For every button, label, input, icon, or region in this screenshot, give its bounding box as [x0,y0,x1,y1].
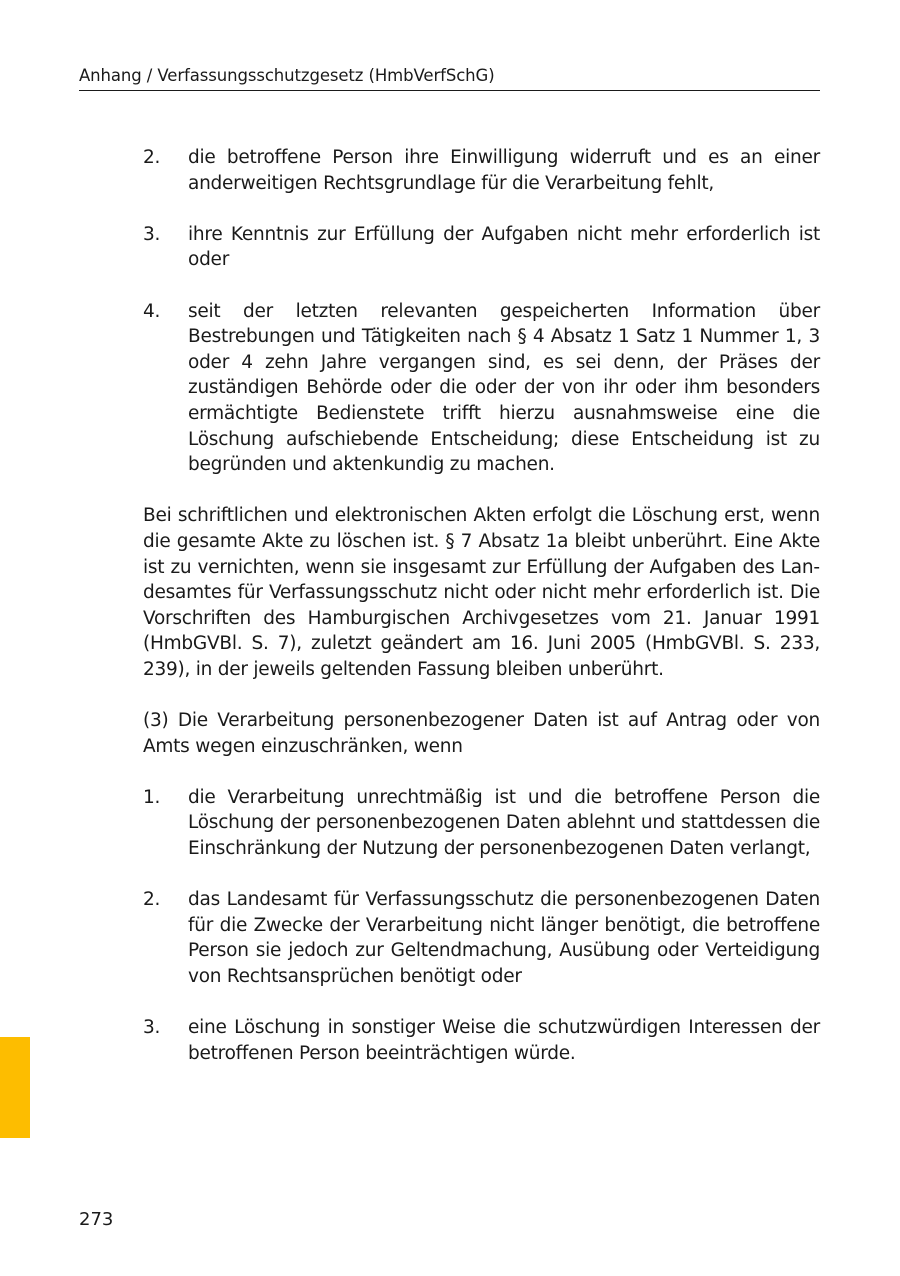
list-item-text: ihre Kenntnis zur Erfüllung der Aufgaben nicht mehr erforderlich ist oder [188,223,820,271]
list-item-number: 3. [143,1017,161,1039]
paragraph-3: (3) Die Verarbeitung personenbezogener Daten ist auf Antrag oder von Amts wegen einzuschränken, wenn [143,710,820,757]
running-header [79,64,820,91]
list-item-number: 4. [143,300,161,322]
list-item-text: eine Löschung in sonstiger Weise die schutzwürdigen Interessen der betroffenen Person beeinträchtigen würde. [188,1017,820,1064]
running-header-title: Anhang / Verfassungsschutzgesetz (HmbVerfSchG) [79,66,495,85]
list-item-text: die betroffene Person ihre Einwilligung widerruft und es an einer anderweitigen Rechtsgrundlage für die Verarbeitung fehlt, [188,147,820,194]
chapter-side-tab [0,1037,30,1138]
main-text [143,145,820,1066]
list-item [143,222,820,273]
paragraph-akten: Bei schriftlichen und elektronischen Akten erfolgt die Löschung erst, wenn die gesamte Akte zu löschen ist. § 7 Absatz 1a bleibt unberührt. Eine Akte ist zu vernichten, wenn sie insgesamt zur Erfüllung der Aufgaben des Landesamtes für Verfassungsschutz nicht oder nicht mehr erforderlich ist. Die Vorschriften des Hamburgischen Archivgesetzes vom 21. Januar 1991 (HmbGVBl. S. 7), zuletzt geändert am 16. Juni 2005 (HmbGVBl. S. 233, 239), in der jeweils geltenden Fassung bleiben unberührt. [143,505,820,680]
list-item-number: 1. [143,786,161,808]
list-item [143,145,820,196]
list-item [143,785,820,862]
list-item-text: das Landesamt für Verfassungsschutz die personenbezogenen Daten für die Zwecke der Verarbeitung nicht länger benötigt, die betroffene Person sie jedoch zur Geltendmachung, Ausübung oder Verteidigung von Rechtsansprüchen benötigt oder [188,889,820,987]
list-item-text: seit der letzten relevanten gespeicherten Information über Bestrebungen und Tätigkeiten nach § 4 Absatz 1 Satz 1 Nummer 1, 3 oder 4 zehn Jahre vergangen sind, es sei denn, der Präses der zuständigen Behörde oder die oder der von ihr oder ihm besonders ermächtigte Bedienstete trifft hierzu ausnahmsweise eine die Löschung aufschiebende Entscheidung; diese Entscheidung ist zu begründen und aktenkundig zu machen. [188,300,820,476]
list-item-number: 2. [143,147,161,168]
page-number: 273 [79,1209,114,1230]
list-item-number: 2. [143,889,161,911]
list-item [143,299,820,478]
list-item-number: 3. [143,223,161,245]
list-item-text: die Verarbeitung unrechtmäßig ist und die betroffene Person die Löschung der personenbezogenen Daten ablehnt und stattdessen die Einschränkung der Nutzung der personenbezogenen Daten verlangt, [188,786,820,860]
list-item [143,887,820,989]
list-item [143,1015,820,1066]
